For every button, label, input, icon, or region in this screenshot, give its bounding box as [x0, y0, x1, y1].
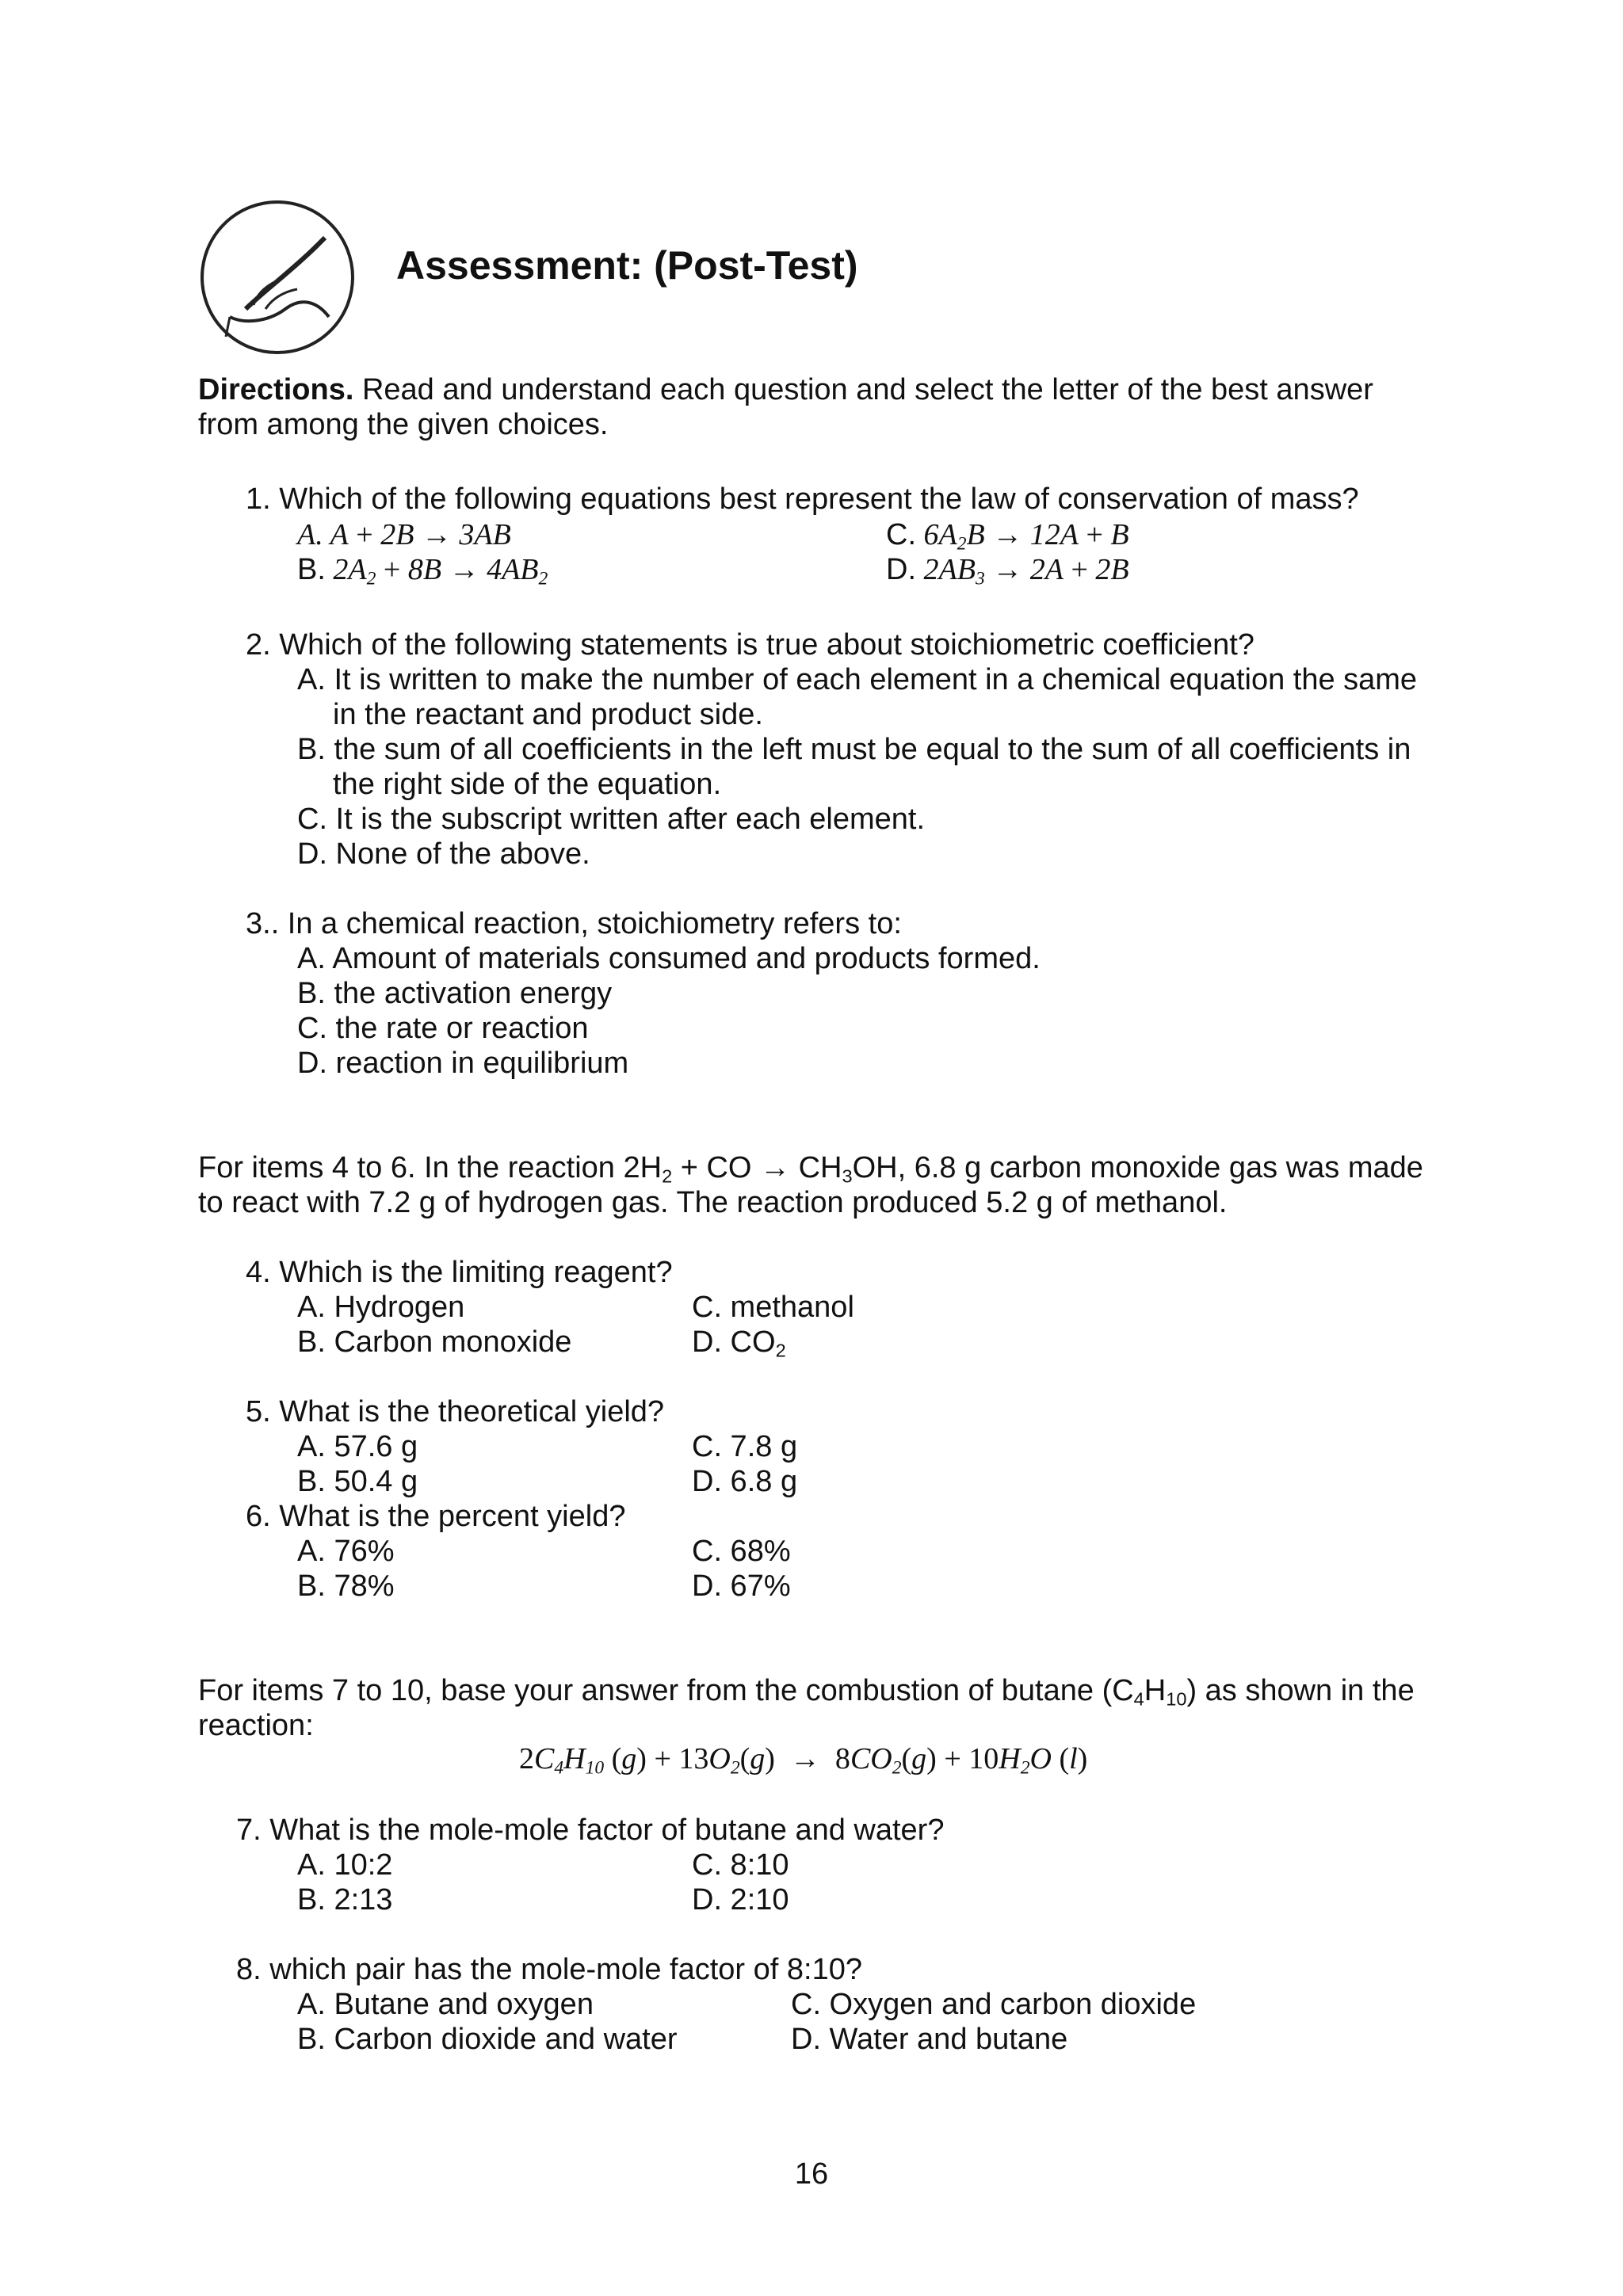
q3-option-b: B. the activation energy — [297, 977, 613, 1010]
q3-option-c: C. the rate or reaction — [297, 1012, 589, 1045]
items-4-6-intro-line2: to react with 7.2 g of hydrogen gas. The reaction produced 5.2 g of methanol. — [198, 1186, 1228, 1219]
q2-option-a-line2: in the reactant and product side. — [333, 698, 763, 731]
directions-label: Directions. — [198, 373, 354, 406]
question-7: 7. What is the mole-mole factor of butane and water? — [236, 1814, 945, 1847]
q2-option-b-line1: B. the sum of all coefficients in the left must be equal to the sum of all coefficients in — [297, 733, 1411, 766]
question-3: 3.. In a chemical reaction, stoichiometry refers to: — [246, 907, 902, 940]
q6-option-a: A. 76% — [297, 1535, 395, 1568]
q1-option-a: A. A + 2B → 3AB — [297, 518, 511, 551]
question-6: 6. What is the percent yield? — [246, 1500, 626, 1533]
q7-option-d: D. 2:10 — [692, 1883, 789, 1917]
q7-option-b: B. 2:13 — [297, 1883, 393, 1917]
directions — [198, 372, 1466, 407]
q1-option-d: D. $2AB_3 \to 2A + 2B$ — [886, 553, 1129, 589]
items-7-10-intro-line1: For items 7 to 10, base your answer from the combustion of butane $(C_4H_{10})$ as shown in the — [198, 1674, 1415, 1710]
q7-option-c: C. 8:10 — [692, 1848, 789, 1882]
q3-option-a: A. Amount of materials consumed and products formed. — [297, 942, 1041, 975]
hand-writing-icon — [198, 198, 357, 357]
q5-option-a: A. 57.6 g — [297, 1430, 418, 1463]
q1-option-b: B. $2A_2 + 8B \to 4AB_2$ — [297, 553, 548, 589]
q2-option-b-line2: the right side of the equation. — [333, 768, 722, 801]
question-2: 2. Which of the following statements is true about stoichiometric coefficient? — [246, 628, 1254, 662]
items-7-10-intro-line2: reaction: — [198, 1709, 314, 1742]
q4-option-b: B. Carbon monoxide — [297, 1325, 572, 1359]
items-4-6-intro-line1: For items 4 to 6. In the reaction $2H_2$ + CO → $CH_3OH$, 6.8 g carbon monoxide gas was made — [198, 1151, 1423, 1187]
q6-option-c: C. 68% — [692, 1535, 791, 1568]
q1-option-c: C. $6A_2B \to 12A + B$ — [886, 518, 1129, 555]
q7-option-a: A. 10:2 — [297, 1848, 393, 1882]
question-8: 8. which pair has the mole-mole factor of 8:10? — [236, 1953, 862, 1986]
page-number: 16 — [794, 2157, 829, 2191]
q4-option-c: C. methanol — [692, 1291, 854, 1324]
question-1: 1. Which of the following equations best represent the law of conservation of mass? — [246, 482, 1359, 516]
butane-combustion-equation: $2C_4H_{10}$ $(g) + 13O_2(g) \to 8CO_2(g) + 10H_2O$ (l) — [519, 1742, 1088, 1779]
q6-option-b: B. 78% — [297, 1569, 395, 1603]
q8-option-a: A. Butane and oxygen — [297, 1988, 594, 2021]
q2-option-c: C. It is the subscript written after each element. — [297, 803, 926, 836]
directions-text-1: Read and understand each question and select the letter of the best answer — [361, 373, 1373, 406]
q5-option-b: B. 50.4 g — [297, 1465, 418, 1498]
page-title: Assessment: (Post-Test) — [396, 243, 858, 288]
q5-option-d: D. 6.8 g — [692, 1465, 798, 1498]
q3-option-d: D. reaction in equilibrium — [297, 1047, 629, 1080]
q6-option-d: D. 67% — [692, 1569, 791, 1603]
q4-option-a: A. Hydrogen — [297, 1291, 465, 1324]
q2-option-a-line1: A. It is written to make the number of each element in a chemical equation the same — [297, 663, 1418, 696]
q8-option-b: B. Carbon dioxide and water — [297, 2023, 678, 2056]
q4-option-d: D. $CO_2$ — [692, 1325, 786, 1361]
question-5: 5. What is the theoretical yield? — [246, 1395, 665, 1428]
question-4: 4. Which is the limiting reagent? — [246, 1256, 673, 1289]
q8-option-d: D. Water and butane — [791, 2023, 1068, 2056]
directions-text-2: from among the given choices. — [198, 408, 609, 441]
q8-option-c: C. Oxygen and carbon dioxide — [791, 1988, 1197, 2021]
q2-option-d: D. None of the above. — [297, 837, 590, 871]
q5-option-c: C. 7.8 g — [692, 1430, 798, 1463]
